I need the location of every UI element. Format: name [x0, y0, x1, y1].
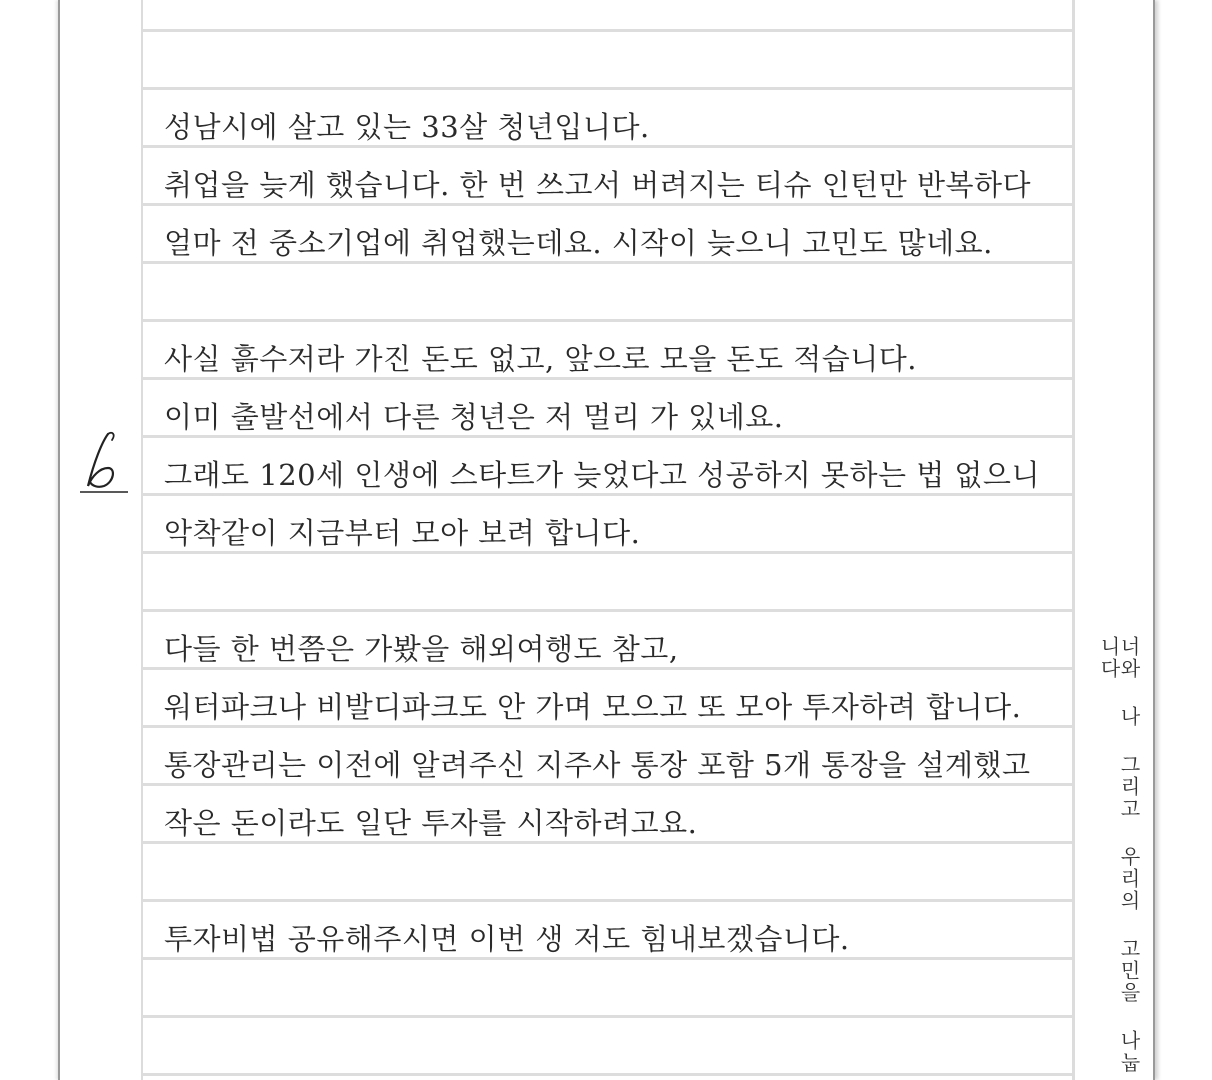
- letter-line: 악착같이 지금부터 모아 보려 합니다.: [164, 516, 641, 550]
- letter-line: 이미 출발선에서 다른 청년은 저 멀리 가 있네요.: [164, 400, 784, 434]
- letter-line: 워터파크나 비발디파크도 안 가며 모으고 또 모아 투자하려 합니다.: [164, 690, 1022, 724]
- letter-line: 투자비법 공유해주시면 이번 생 저도 힘내보겠습니다.: [164, 922, 850, 956]
- ruled-line: [143, 493, 1072, 496]
- letter-line: 사실 흙수저라 가진 돈도 없고, 앞으로 모을 돈도 적습니다.: [164, 342, 918, 376]
- letter-line: 취업을 늦게 했습니다. 한 번 쓰고서 버려지는 티슈 인턴만 반복하다: [164, 168, 1032, 202]
- letter-line: 다들 한 번쯤은 가봤을 해외여행도 참고,: [164, 632, 679, 666]
- ruled-line: [143, 145, 1072, 148]
- ruled-line: [143, 261, 1072, 264]
- ruled-line: [143, 203, 1072, 206]
- ruled-line: [143, 783, 1072, 786]
- letter-line: 얼마 전 중소기업에 취업했는데요. 시작이 늦으니 고민도 많네요.: [164, 226, 993, 260]
- ruled-line: [143, 435, 1072, 438]
- ruled-line: [143, 841, 1072, 844]
- ruled-line: [143, 1015, 1072, 1018]
- signature-b-icon: [78, 428, 130, 498]
- letter-line: 통장관리는 이전에 알려주신 지주사 통장 포함 5개 통장을 설계했고: [164, 748, 1031, 782]
- ruled-line: [143, 377, 1072, 380]
- ruled-line: [143, 725, 1072, 728]
- ruled-line: [143, 609, 1072, 612]
- letter-line: 그래도 120세 인생에 스타트가 늦었다고 성공하지 못하는 법 없으니: [164, 458, 1040, 492]
- letter-line: 작은 돈이라도 일단 투자를 시작하려고요.: [164, 806, 698, 840]
- right-margin-line: [1072, 0, 1075, 1080]
- ruled-line: [143, 667, 1072, 670]
- ruled-line: [143, 1073, 1072, 1076]
- ruled-line: [143, 319, 1072, 322]
- letter-line: 성남시에 살고 있는 33살 청년입니다.: [164, 110, 650, 144]
- ruled-line: [143, 899, 1072, 902]
- ruled-line: [143, 87, 1072, 90]
- ruled-line: [143, 551, 1072, 554]
- ruled-line: [143, 957, 1072, 960]
- ruled-line: [143, 29, 1072, 32]
- side-title: 너와 나 그리고 우리의 고민을 나눕니다: [1097, 636, 1141, 1074]
- left-margin-line: [141, 0, 143, 1080]
